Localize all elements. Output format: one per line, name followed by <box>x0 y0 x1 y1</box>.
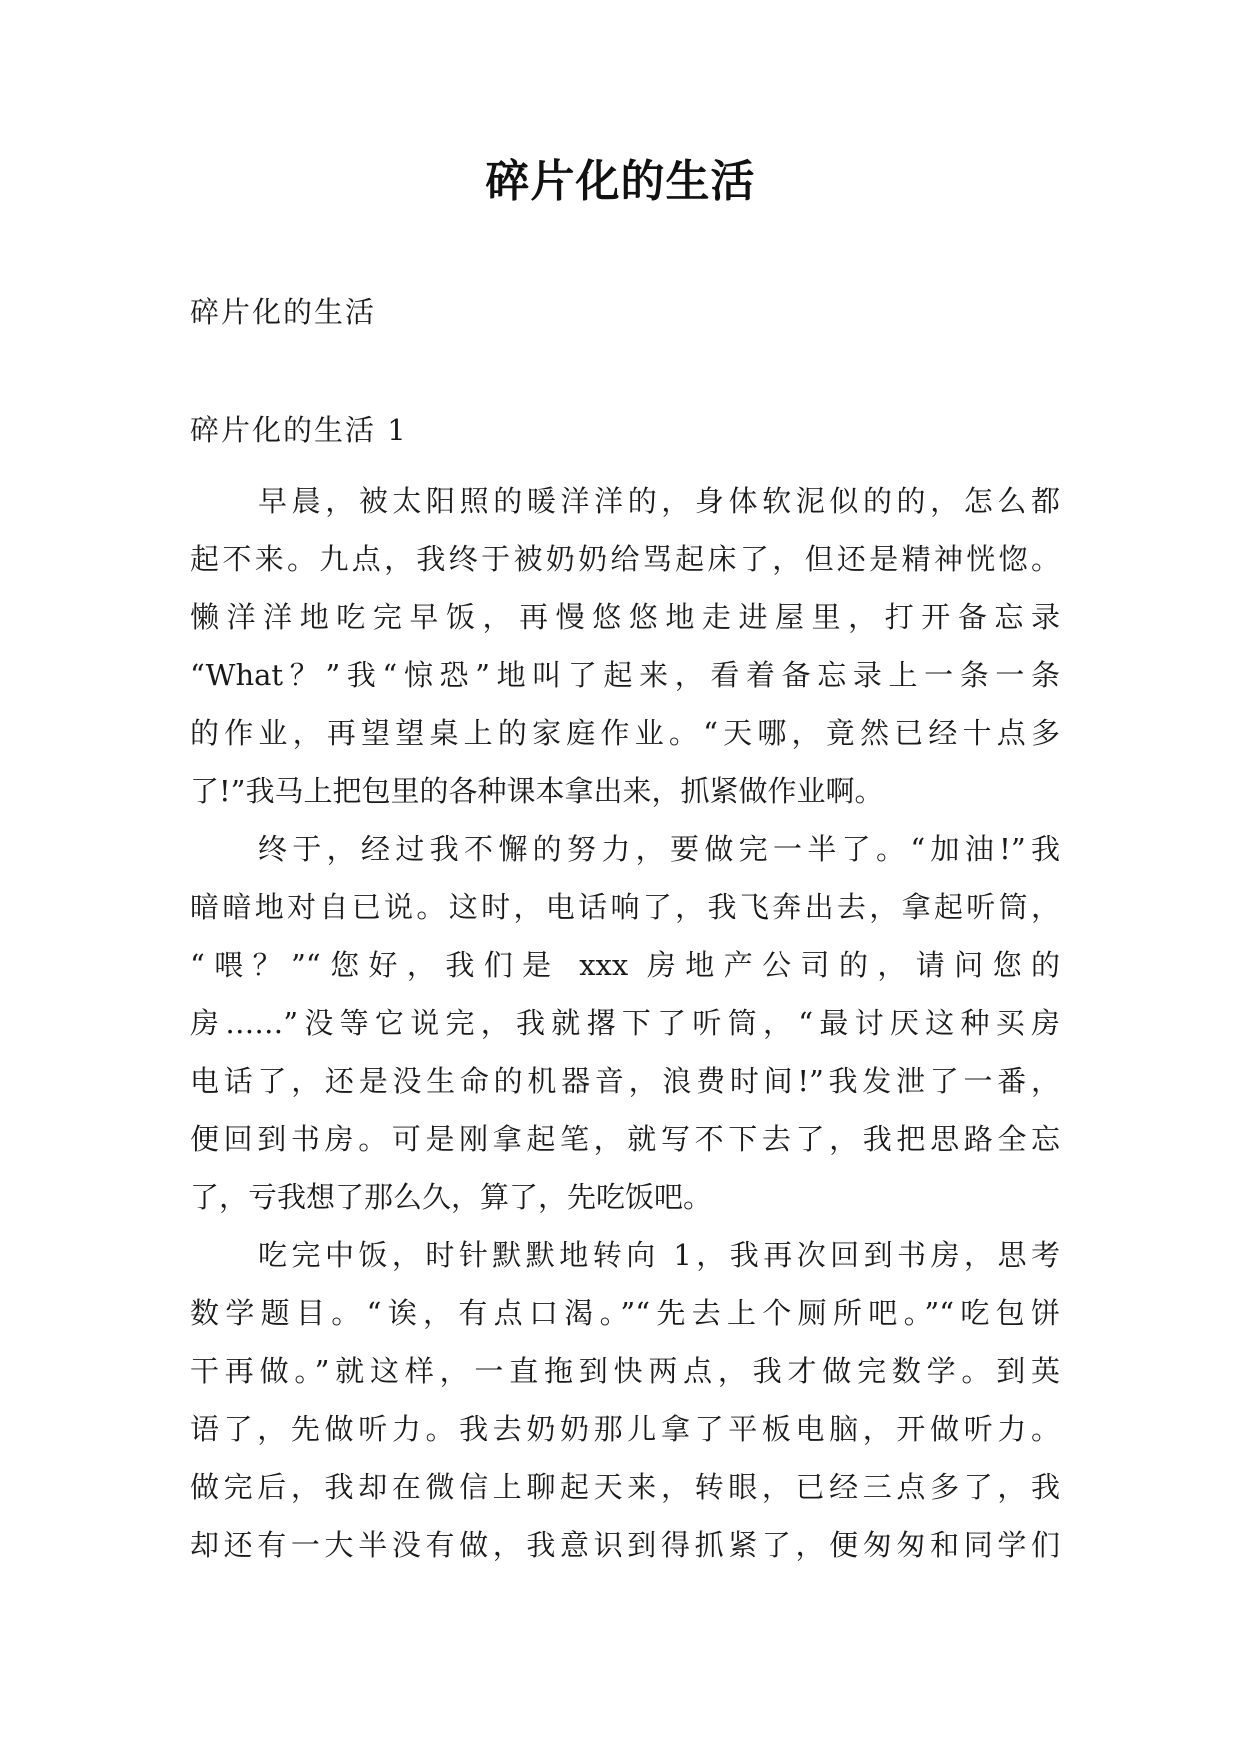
text-line: 早晨，被太阳照的暖洋洋的，身体软泥似的的，怎么都 <box>258 484 1060 518</box>
section-heading: 碎片化的生活 1 <box>190 413 408 447</box>
text-line: 终于，经过我不懈的努力，要做完一半了。“加油!”我 <box>258 832 1060 866</box>
text-line: “What？”我“惊恐”地叫了起来，看着备忘录上一条一条 <box>190 658 1060 692</box>
paragraph-1 <box>190 472 1060 820</box>
paragraph-2 <box>190 820 1060 1226</box>
text-line: 的作业，再望望桌上的家庭作业。“天哪，竟然已经十点多 <box>190 716 1060 750</box>
text-line: 了，亏我想了那么久，算了，先吃饭吧。 <box>190 1180 713 1214</box>
text-line: 暗暗地对自已说。这时，电话响了，我飞奔出去，拿起听筒， <box>190 890 1060 924</box>
document-title: 碎片化的生活 <box>485 156 756 207</box>
text-line: 房……”没等它说完，我就撂下了听筒，“最讨厌这种买房 <box>190 1006 1060 1040</box>
text-line: 吃完中饭，时针默默地转向 1，我再次回到书房，思考 <box>258 1238 1060 1272</box>
text-line: 便回到书房。可是刚拿起笔，就写不下去了，我把思路全忘 <box>190 1122 1060 1156</box>
text-line: 电话了，还是没生命的机器音，浪费时间!”我发泄了一番， <box>190 1064 1060 1098</box>
text-line: 却还有一大半没有做，我意识到得抓紧了，便匆匆和同学们 <box>190 1528 1060 1562</box>
text-line: 数学题目。“诶，有点口渴。”“先去上个厕所吧。”“吃包饼 <box>190 1296 1060 1330</box>
document-subtitle: 碎片化的生活 <box>190 295 377 329</box>
text-line: 语了，先做听力。我去奶奶那儿拿了平板电脑，开做听力。 <box>190 1412 1060 1446</box>
text-line: 做完后，我却在微信上聊起天来，转眼，已经三点多了，我 <box>190 1470 1060 1504</box>
text-line: 起不来。九点，我终于被奶奶给骂起床了，但还是精神恍惚。 <box>190 542 1060 576</box>
text-line: “喂？”“您好，我们是 xxx 房地产公司的，请问您的 <box>190 948 1060 982</box>
document-body <box>190 472 1060 1574</box>
paragraph-3 <box>190 1226 1060 1574</box>
text-line: 懒洋洋地吃完早饭，再慢悠悠地走进屋里，打开备忘录 <box>190 600 1060 634</box>
text-line: 了!”我马上把包里的各种课本拿出来，抓紧做作业啊。 <box>190 774 884 808</box>
text-line: 干再做。”就这样，一直拖到快两点，我才做完数学。到英 <box>190 1354 1060 1388</box>
